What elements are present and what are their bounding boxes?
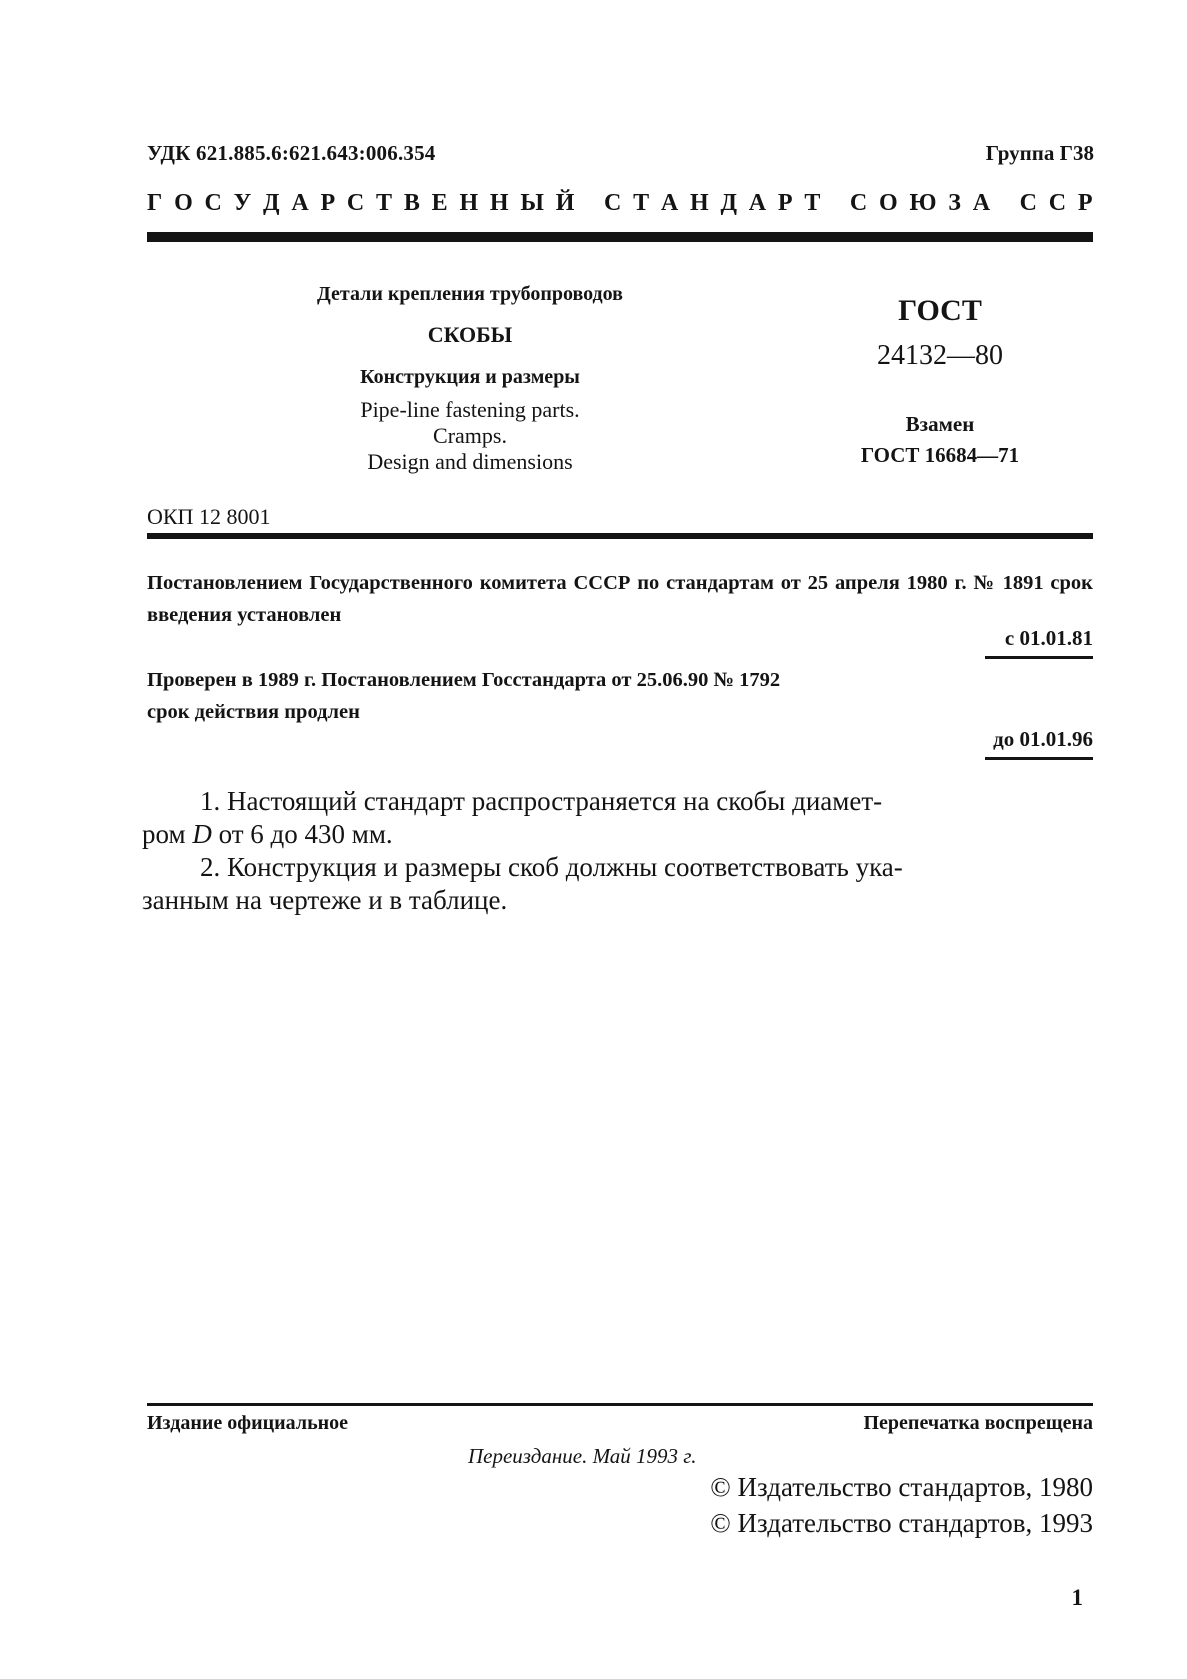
title-line-cramps: СКОБЫ <box>427 322 513 347</box>
heading-letter: С <box>849 190 868 216</box>
heading-letter: Д <box>263 190 280 216</box>
effective-date-underline <box>985 656 1093 659</box>
gost-number: 24132—80 <box>877 340 1003 371</box>
udk-code: УДК 621.885.6:621.643:006.354 <box>147 141 436 165</box>
heading-letter: Р <box>777 190 793 216</box>
item1-line1: 1. Настоящий стандарт распространяется на скобы диамет- <box>200 786 883 816</box>
english-title <box>250 397 690 475</box>
heading-letter: А <box>972 190 991 216</box>
heading-letter <box>832 190 838 217</box>
item1-text-post: от 6 до 430 мм. <box>211 819 393 849</box>
heading-letter: С <box>1019 190 1037 216</box>
group-code: Группа Г38 <box>985 141 1094 165</box>
english-title-line2: Cramps. <box>433 423 507 448</box>
reissue-note: Переиздание. Май 1993 г. <box>468 1444 697 1468</box>
english-title-line3: Design and dimensions <box>367 449 573 474</box>
copyright-1993: © Издательство стандартов, 1993 <box>710 1508 1093 1538</box>
gost-block <box>840 294 1040 468</box>
item2-line1: 2. Конструкция и размеры скоб должны соответствовать ука- <box>200 852 903 882</box>
heading-letter: А <box>660 190 679 216</box>
heading-letter: С <box>346 190 365 216</box>
heading-letter: Д <box>720 190 737 216</box>
heading-letter: С <box>1048 190 1067 216</box>
replaces-gost: ГОСТ 16684—71 <box>860 443 1020 467</box>
heading-letter: Н <box>489 190 509 216</box>
extended-date: до 01.01.96 <box>993 727 1093 751</box>
heading-letter: Т <box>804 190 821 216</box>
heading-letter: Ю <box>909 190 937 216</box>
verification-line1: Проверен в 1989 г. Постановлением Госстандарта от 25.06.90 № 1792 <box>147 669 781 691</box>
diameter-variable: D <box>192 819 212 849</box>
footer-rule <box>147 1403 1093 1406</box>
heading-letter: В <box>403 190 420 216</box>
heading-letter: З <box>948 190 961 216</box>
heading-letter: У <box>233 190 252 216</box>
state-standard-heading <box>147 190 1093 217</box>
extended-date-underline <box>985 757 1093 760</box>
heading-letter: А <box>291 190 309 216</box>
heading-letter: С <box>603 190 622 216</box>
verification-text <box>147 664 947 728</box>
heading-letter: Й <box>555 190 575 216</box>
heading-letter: Т <box>633 190 650 216</box>
standard-body <box>142 785 1093 917</box>
copyright-1980: © Издательство стандартов, 1980 <box>710 1472 1093 1502</box>
heading-letter: Г <box>147 190 163 216</box>
item2-line2: занным на чертеже и в таблице. <box>142 885 508 915</box>
official-edition: Издание официальное <box>147 1412 349 1434</box>
heading-letter: Т <box>376 190 393 216</box>
english-title-line1: Pipe-line fastening parts. <box>360 397 580 422</box>
heading-letter: О <box>879 190 898 216</box>
gost-label: ГОСТ <box>898 294 982 327</box>
item1-text-pre: ром <box>142 819 193 849</box>
heading-letter: А <box>748 190 767 216</box>
heading-letter: Р <box>320 190 336 216</box>
reprint-prohibited: Перепечатка воспрещена <box>863 1412 1093 1434</box>
heading-letter <box>1002 190 1008 217</box>
heading-letter: С <box>204 190 222 216</box>
title-line-parts: Детали крепления трубопроводов <box>317 283 623 305</box>
heading-letter: Н <box>689 190 709 216</box>
page-number: 1 <box>1071 1585 1083 1610</box>
okp-code: ОКП 12 8001 <box>147 504 271 529</box>
heading-letter: О <box>174 190 193 216</box>
heading-letter: Р <box>1077 190 1093 216</box>
item1-line2 <box>142 818 1093 851</box>
heading-letter: Е <box>431 190 448 216</box>
heading-letter: Н <box>459 190 479 216</box>
heading-letter <box>586 190 592 217</box>
resolution-text: Постановлением Государственного комитета СССР по стандартам от 25 апреля 1980 г. № 1891 срок введения установлен <box>147 572 1093 626</box>
header-rule <box>147 232 1093 242</box>
effective-date: с 01.01.81 <box>1004 626 1093 650</box>
title-block <box>250 283 690 475</box>
replaces-label: Взамен <box>905 412 975 436</box>
title-line-design: Конструкция и размеры <box>360 366 580 388</box>
verification-line2: срок действия продлен <box>147 701 360 723</box>
heading-letter: Ы <box>520 190 544 216</box>
okp-rule <box>147 533 1093 539</box>
